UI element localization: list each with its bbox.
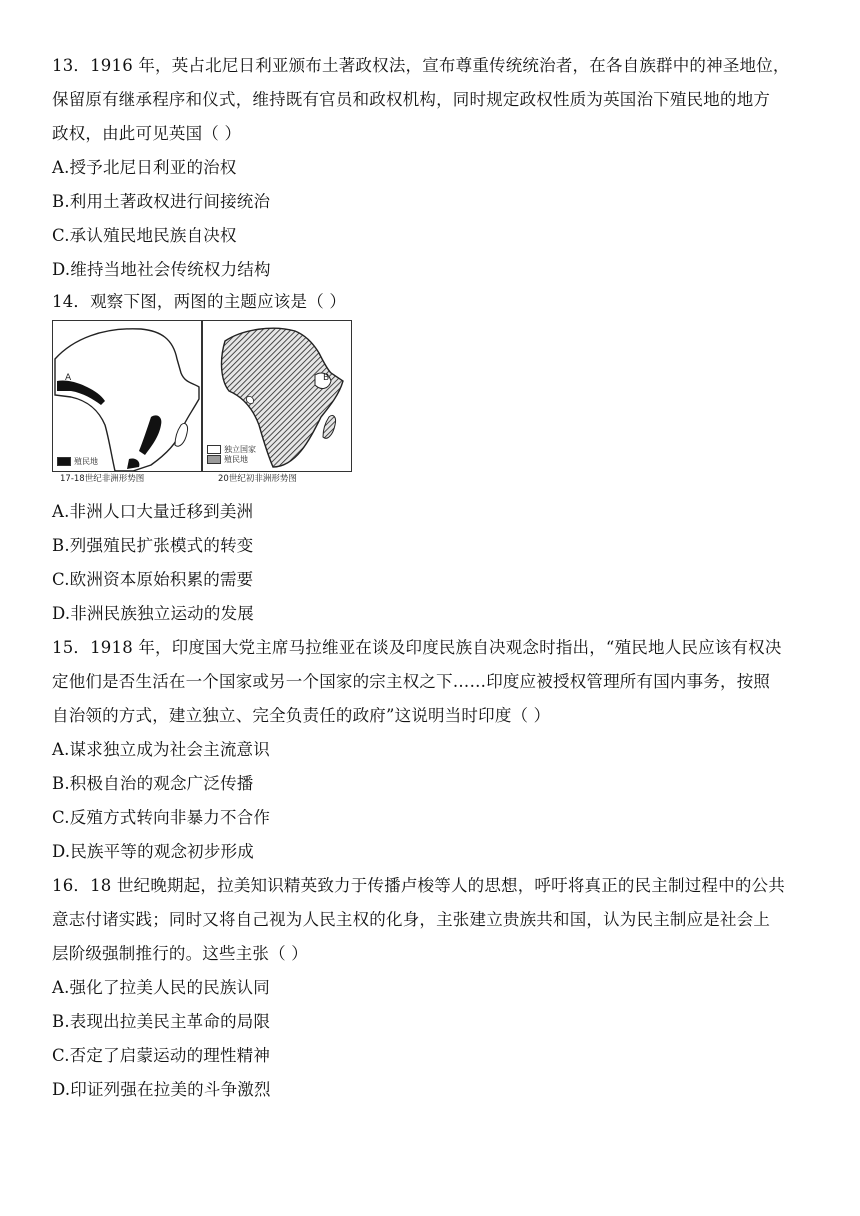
- map-label-a: A: [65, 373, 72, 383]
- q15-stem-line-1: 15．1918 年，印度国大党主席马拉维亚在谈及印度民族自决观念时指出，“殖民地人民应该有权决: [52, 638, 782, 657]
- q15-stem-line-3: 自治领的方式，建立独立、完全负责任的政府”这说明当时印度（ ）: [52, 706, 551, 725]
- q16-stem-line-3: 层阶级强制推行的。这些主张（ ）: [52, 944, 308, 963]
- colony-swatch: [57, 457, 71, 466]
- legend-row-colony: [207, 455, 256, 465]
- q13-option-a[interactable]: A.授予北尼日利亚的治权: [52, 158, 237, 177]
- q13-stem-line-2: 保留原有继承程序和仪式，维持既有官员和政权机构，同时规定政权性质为英国治下殖民地的地方: [52, 90, 771, 109]
- legend-independent-label: 独立国家: [224, 445, 256, 454]
- map-17-18-century: [52, 320, 202, 472]
- q16-option-c[interactable]: C.否定了启蒙运动的理性精神: [52, 1046, 271, 1065]
- legend-row-independent: [207, 445, 256, 455]
- q14-option-d[interactable]: D.非洲民族独立运动的发展: [52, 604, 254, 623]
- q16-option-b[interactable]: B.表现出拉美民主革命的局限: [52, 1012, 271, 1031]
- q13-option-d[interactable]: D.维持当地社会传统权力结构: [52, 260, 271, 279]
- q15-stem-line-2: 定他们是否生活在一个国家或另一个国家的宗主权之下……印度应被授权管理所有国内事务，按照: [52, 672, 771, 691]
- q15-option-d[interactable]: D.民族平等的观念初步形成: [52, 842, 254, 861]
- q13-stem-line-3: 政权，由此可见英国（ ）: [52, 124, 242, 143]
- q14-option-b[interactable]: B.列强殖民扩张模式的转变: [52, 536, 254, 555]
- q13-option-c[interactable]: C.承认殖民地民族自决权: [52, 226, 237, 245]
- q16-option-a[interactable]: A.强化了拉美人民的民族认同: [52, 978, 270, 997]
- legend-colony-label: 殖民地: [74, 457, 98, 466]
- independent-swatch: [207, 445, 221, 454]
- q15-option-b[interactable]: B.积极自治的观念广泛传播: [52, 774, 254, 793]
- q14-option-a[interactable]: A.非洲人口大量迁移到美洲: [52, 502, 254, 521]
- q16-option-d[interactable]: D.印证列强在拉美的斗争激烈: [52, 1080, 271, 1099]
- left-map-legend: [57, 457, 98, 467]
- africa-outline-colonies-coastal: [53, 321, 201, 471]
- map-20th-century: [202, 320, 352, 472]
- q16-stem-line-2: 意志付诸实践；同时又将自己视为人民主权的化身，主张建立贵族共和国，认为民主制应是社会上: [52, 910, 771, 929]
- q14-option-c[interactable]: C.欧洲资本原始积累的需要: [52, 570, 254, 589]
- map-label-b: B: [323, 373, 330, 383]
- africa-maps-figure: [52, 320, 356, 490]
- q14-stem: 14．观察下图，两图的主题应该是（ ）: [52, 292, 347, 311]
- right-map-caption: 20世纪初非洲形势图: [218, 474, 297, 484]
- q13-option-b[interactable]: B.利用土著政权进行间接统治: [52, 192, 271, 211]
- q13-stem-line-1: 13．1916 年，英占北尼日利亚颁布土著政权法，宣布尊重传统统治者，在各自族群中的神圣地位，: [52, 56, 790, 75]
- q15-option-c[interactable]: C.反殖方式转向非暴力不合作: [52, 808, 271, 827]
- q15-option-a[interactable]: A.谋求独立成为社会主流意识: [52, 740, 270, 759]
- colony-hatch-swatch: [207, 455, 221, 464]
- right-map-legend: [207, 445, 256, 465]
- q16-stem-line-1: 16．18 世纪晚期起，拉美知识精英致力于传播卢梭等人的思想，呼吁将真正的民主制过程中的公共: [52, 876, 785, 895]
- left-map-caption: 17-18世纪非洲形势图: [60, 474, 145, 484]
- legend-colony-label-2: 殖民地: [224, 455, 248, 464]
